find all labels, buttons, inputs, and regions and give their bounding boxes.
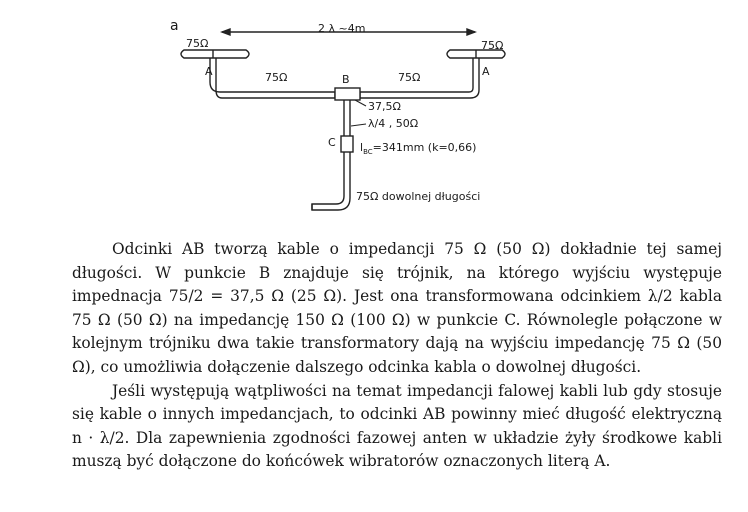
feed-cable bbox=[312, 152, 350, 210]
feed-cable-label: 75Ω dowolnej długości bbox=[356, 190, 481, 203]
span-label: 2 λ ~4m bbox=[318, 22, 366, 35]
span-arrow-left bbox=[222, 29, 230, 35]
left-point-a: A bbox=[205, 65, 213, 78]
paragraph-2: Jeśli występują wątpliwości na temat impedancji falowej kabli lub gdy stosuje się kable o innych impedancjach, to odcinki AB powinny mieć długość elektryczną n · λ/2. Dla zapewnienia zgodności fazowej anten w układzie żyły środkowe kabli muszą być dołączone do końcówek wibratorów oznaczonych literą A. bbox=[72, 381, 722, 471]
tee-junction-b bbox=[335, 88, 360, 100]
quarter-section-label: λ/4 , 50Ω bbox=[368, 117, 419, 130]
junction-c-label: C bbox=[328, 136, 336, 149]
panel-letter: a bbox=[170, 18, 179, 34]
section-leader bbox=[351, 124, 366, 126]
right-point-a: A bbox=[482, 65, 490, 78]
tee-impedance-label: 37,5Ω bbox=[368, 100, 401, 113]
left-dipole bbox=[181, 50, 249, 58]
tee-leader bbox=[355, 100, 366, 106]
paragraph-1: Odcinki AB tworzą kable o impedancji 75 Ω (50 Ω) dokładnie tej samej długości. W punkcie B znajduje się trójnik, na którego wyjściu występuje impednacja 75/2 = 37,5 Ω (25 Ω). Jest ona transformowana odcinkiem λ/2 kabla 75 Ω (50 Ω) na impedancję 150 Ω (100 Ω) w punkcie C. Równolegle połączone w kolejnym trójniku dwa takie transformatory dają na wyjściu impedancję 75 Ω (50 Ω), co umożliwia dołączenie dalszego odcinka kabla o dowolnej długości. bbox=[72, 240, 722, 376]
connector-c bbox=[341, 136, 353, 152]
right-cable-impedance: 75Ω bbox=[398, 71, 421, 84]
antenna-diagram bbox=[0, 0, 748, 230]
right-dipole-impedance: 75Ω bbox=[481, 39, 504, 52]
left-dipole-impedance: 75Ω bbox=[186, 37, 209, 50]
span-arrow-right bbox=[467, 29, 475, 35]
body-text bbox=[72, 238, 722, 474]
section-length-label: $l_{BC}=341mm$ (k=0,66) bbox=[360, 141, 477, 157]
junction-b-label: B bbox=[342, 73, 350, 86]
left-cable-impedance: 75Ω bbox=[265, 71, 288, 84]
